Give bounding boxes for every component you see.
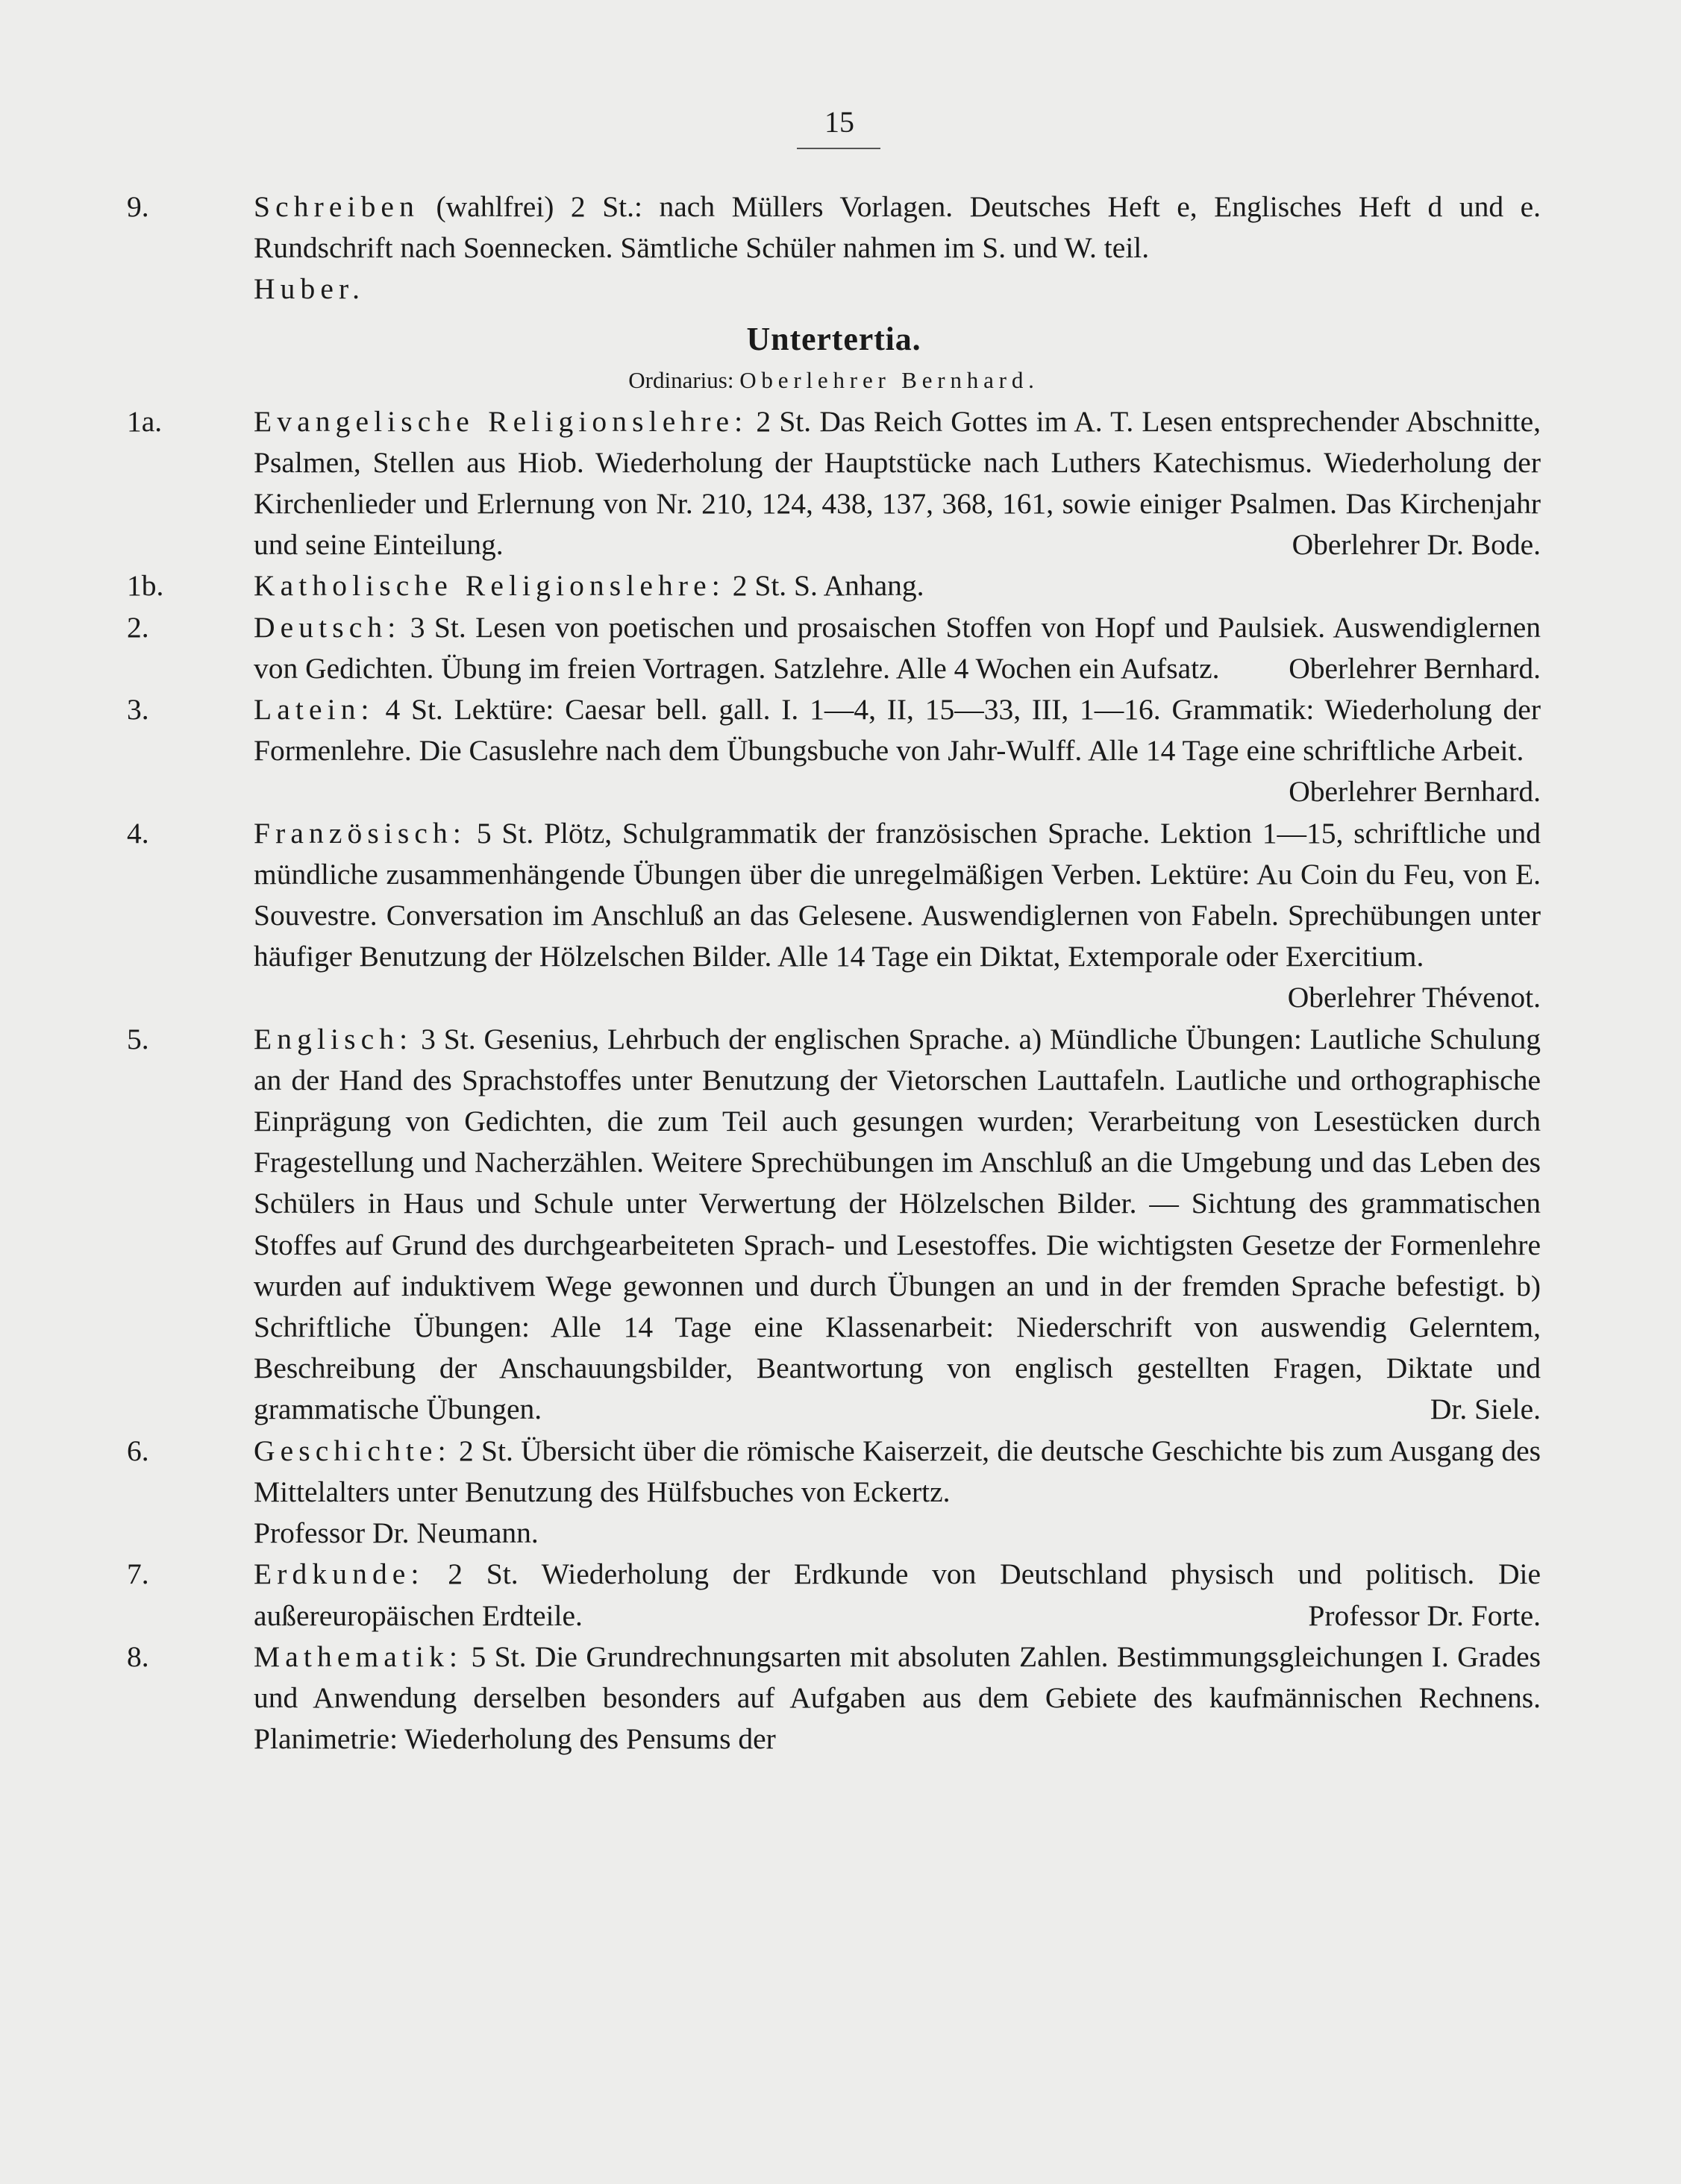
entry-text: (wahlfrei) 2 St.: nach Müllers Vorlagen. Deutsches Heft e, Englisches Heft d und e. Rundschrift nach Soennecken. Sämtliche Schüler nahmen im S. und W. teil. (254, 190, 1541, 265)
entry-number: 3. (127, 693, 149, 727)
entry-latein (127, 689, 1541, 813)
entry-number: 8. (127, 1639, 149, 1673)
entry-text: 2 St. Wiederholung der Erdkunde von Deutschland physisch und politisch. Die außereuropäischen Erdteile. (254, 1557, 1541, 1632)
entry-katholische-religionslehre (127, 565, 1541, 606)
entry-number: 1b. (127, 569, 164, 603)
ordinarius-line (127, 363, 1541, 398)
entry-text: 2 St. S. Anhang. (732, 569, 924, 603)
entry-text: 2 St. Übersicht über die römische Kaiserzeit, die deutsche Geschichte bis zum Ausgang des Mittelalters unter Benutzung des Hülfsbuches von Eckertz. (254, 1434, 1541, 1508)
entry-text: 5 St. Plötz, Schulgrammatik der französischen Sprache. Lektion 1—15, schriftliche und mündliche zusammenhängende Übungen über die unregelmäßigen Verben. Lektüre: Au Coin du Feu, von E. Souvestre. Conversation im Anschluß an das Gelesene. Auswendiglernen von Fabeln. Sprechübungen unter häufiger Benutzung der Hölzelschen Bilder. Alle 14 Tage ein Diktat, Extemporale oder Exercitium. (254, 816, 1541, 973)
entry-text: 3 St. Gesenius, Lehrbuch der englischen Sprache. a) Mündliche Übungen: Lautliche Schulung an der Hand des Sprachstoffes unter Benutzung der Vietorschen Lauttafeln. Lautliche und orthographische Einprägung von Gedichten, die zum Teil auch gesungen wurden; Verarbeitung von Lesestücken durch Fragestellung und Nacherzählen. Weitere Sprechübungen im Anschluß an die Umgebung und das Leben des Schülers in Haus und Schule unter Verwertung der Hölzelschen Bilder. — Sichtung des grammatischen Stoffes auf Grund des durchgearbeiteten Sprach- und Lesestoffes. Die wichtigsten Gesetze der Formenlehre wurden auf induktivem Wege gewonnen und durch Übungen an und in der fremden Sprache befestigt. b) Schriftliche Übungen: Alle 14 Tage eine Klassenarbeit: Niederschrift von auswendig Gelerntem, Beschreibung der Anschauungsbilder, Beantwortung von englisch gestellten Fragen, Diktate und grammatische Übungen. (254, 1022, 1541, 1426)
entry-number: 9. (127, 190, 149, 223)
entry-teacher: Oberlehrer Bernhard. (1289, 651, 1541, 685)
entry-franzoesisch (127, 813, 1541, 1019)
entry-number: 4. (127, 816, 149, 850)
entry-text: 5 St. Die Grundrechnungsarten mit absoluten Zahlen. Bestimmungsgleichungen I. Grades und Anwendung derselben besonders auf Aufgaben aus dem Gebiete des kaufmännischen Rechnens. Planimetrie: Wiederholung des Pensums der (254, 1639, 1541, 1756)
entry-evangelische-religionslehre (127, 401, 1541, 566)
entry-number: 5. (127, 1022, 149, 1055)
entry-subject: Evangelische Religionslehre: (254, 404, 748, 438)
page-number-underline (797, 148, 880, 149)
entry-subject: Erdkunde: (254, 1557, 425, 1591)
entry-erdkunde (127, 1554, 1541, 1636)
entry-teacher: Professor Dr. Forte. (1308, 1598, 1541, 1632)
entry-schreiben (127, 186, 1541, 310)
entry-text: 4 St. Lektüre: Caesar bell. gall. I. 1—4, II, 15—33, III, 1—16. Grammatik: Wiederholung der Formenlehre. Die Casuslehre nach dem Übungsbuche von Jahr-Wulff. Alle 14 Tage eine schriftliche Arbeit. (254, 693, 1541, 768)
entry-number: 2. (127, 610, 149, 644)
entry-geschichte (127, 1431, 1541, 1554)
entry-teacher: Huber. (254, 272, 366, 306)
entry-text: 2 St. Das Reich Gottes im A. T. Lesen entsprechender Abschnitte, Psalmen, Stellen aus Hiob. Wiederholung der Hauptstücke nach Luthers Katechismus. Wiederholung der Kirchenlieder und Erlernung von Nr. 210, 124, 438, 137, 368, 161, sowie einiger Psalmen. Das Kirchenjahr und seine Einteilung. (254, 404, 1541, 562)
entry-number: 7. (127, 1557, 149, 1591)
entry-number: 6. (127, 1434, 149, 1467)
entry-teacher: Dr. Siele. (1430, 1393, 1541, 1426)
entry-subject: Deutsch: (254, 610, 401, 644)
entry-mathematik (127, 1637, 1541, 1760)
entry-subject: Englisch: (254, 1022, 413, 1055)
entry-subject: Französisch: (254, 816, 466, 850)
entry-number: 1a. (127, 404, 163, 438)
entry-teacher: Oberlehrer Bernhard. (1289, 775, 1541, 809)
page-content (127, 186, 1541, 1760)
entry-text: 3 St. Lesen von poetischen und prosaischen Stoffen von Hopf und Paulsiek. Auswendiglernen von Gedichten. Übung im freien Vortragen. Satzlehre. Alle 4 Wochen ein Aufsatz. (254, 610, 1541, 685)
page-number: 15 (824, 105, 854, 139)
entry-teacher: Oberlehrer Dr. Bode. (1292, 528, 1541, 562)
ordinarius-label: Ordinarius: (628, 366, 734, 393)
ordinarius-name: Oberlehrer Bernhard. (739, 366, 1039, 393)
section-title: Untertertia. (746, 320, 921, 357)
entry-teacher: Oberlehrer Thévenot. (1287, 981, 1541, 1014)
entry-teacher: Professor Dr. Neumann. (254, 1516, 539, 1550)
entry-subject: Schreiben (254, 190, 419, 223)
entry-subject: Katholische Religionslehre: (254, 569, 725, 603)
entry-subject: Latein: (254, 693, 375, 727)
entry-englisch (127, 1019, 1541, 1431)
entry-subject: Geschichte: (254, 1434, 451, 1467)
entry-deutsch (127, 607, 1541, 689)
entry-subject: Mathematik: (254, 1639, 463, 1673)
